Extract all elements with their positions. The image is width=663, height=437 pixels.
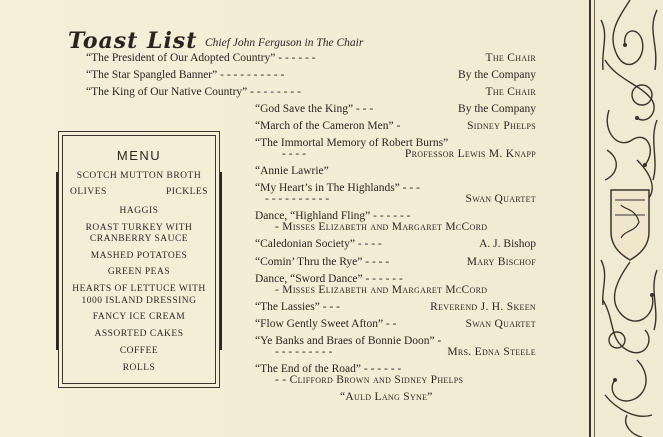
menu-item: ASSORTED CAKES	[94, 329, 184, 339]
toast-line: “The Star Spangled Banner” - - - - - - - - - - By the Company	[86, 69, 536, 81]
toast-line: “Comin’ Thru the Rye” - - - - Mary Bischof	[255, 256, 536, 268]
toast-line: - - - - - - - - - - Swan Quartet	[265, 193, 536, 205]
page-fold-shadow	[594, 0, 595, 437]
thistle-border-ornament	[597, 0, 663, 437]
menu-item: HAGGIS	[119, 206, 159, 216]
toast-line: “God Save the King” - - - By the Company	[255, 103, 536, 115]
toast-line: “Flow Gently Sweet Afton” - - Swan Quartet	[255, 318, 536, 330]
menu-item: CRANBERRY SAUCE	[89, 234, 189, 244]
chief-subtitle: Chief John Ferguson in The Chair	[205, 37, 364, 49]
page-fold-line	[589, 0, 591, 437]
toast-line: Dance, “Sword Dance” - - - - - -	[255, 273, 403, 285]
menu-item: FANCY ICE CREAM	[92, 312, 186, 322]
toast-line: - - - - - - - - - Mrs. Edna Steele	[275, 346, 536, 358]
menu-box	[58, 131, 220, 388]
toast-line: “The King of Our Native Country” - - - - - - - - The Chair	[86, 86, 536, 98]
menu-item: 1000 ISLAND DRESSING	[81, 296, 197, 306]
toast-line: “Auld Lang Syne”	[340, 391, 433, 403]
toast-list-title: Toast List	[68, 28, 198, 54]
menu-right-bar	[220, 172, 222, 350]
menu-left-bar	[56, 172, 58, 350]
menu-item: ROAST TURKEY WITH	[85, 223, 193, 233]
toast-line: “Annie Lawrie”	[255, 165, 329, 177]
menu-item: PICKLES	[165, 187, 208, 197]
toast-line: Dance, “Highland Fling” - - - - - -	[255, 210, 411, 222]
toast-line: “The End of the Road” - - - - - -	[255, 363, 402, 375]
toast-line: “The Immortal Memory of Robert Burns”	[255, 137, 449, 149]
toast-line: “The President of Our Adopted Country” - - - - - - The Chair	[86, 52, 536, 64]
toast-line: - - Clifford Brown and Sidney Phelps	[275, 374, 464, 386]
menu-item: COFFEE	[119, 346, 159, 356]
crest-shield	[611, 190, 649, 260]
menu-item: HEARTS OF LETTUCE WITH	[72, 284, 206, 294]
menu-item: OLIVES	[70, 187, 107, 197]
toast-line: - Misses Elizabeth and Margaret McCord	[275, 221, 488, 233]
toast-line: “Ye Banks and Braes of Bonnie Doon” -	[255, 335, 442, 347]
menu-item: GREEN PEAS	[107, 267, 171, 277]
toast-line: “My Heart’s in The Highlands” - - -	[255, 182, 420, 194]
menu-item: MASHED POTATOES	[90, 251, 188, 261]
toast-line: “Caledonian Society” - - - - A. J. Bishop	[255, 238, 536, 250]
menu-title: MENU	[116, 148, 162, 163]
toast-line: - - - - Professor Lewis M. Knapp	[282, 148, 536, 160]
toast-line: “The Lassies” - - - Reverend J. H. Skeen	[255, 301, 536, 313]
toast-line: “March of the Cameron Men” - Sidney Phelps	[255, 120, 536, 132]
toast-line: - Misses Elizabeth and Margaret McCord	[275, 284, 488, 296]
menu-item: ROLLS	[122, 363, 156, 373]
menu-item: SCOTCH MUTTON BROTH	[76, 171, 202, 181]
